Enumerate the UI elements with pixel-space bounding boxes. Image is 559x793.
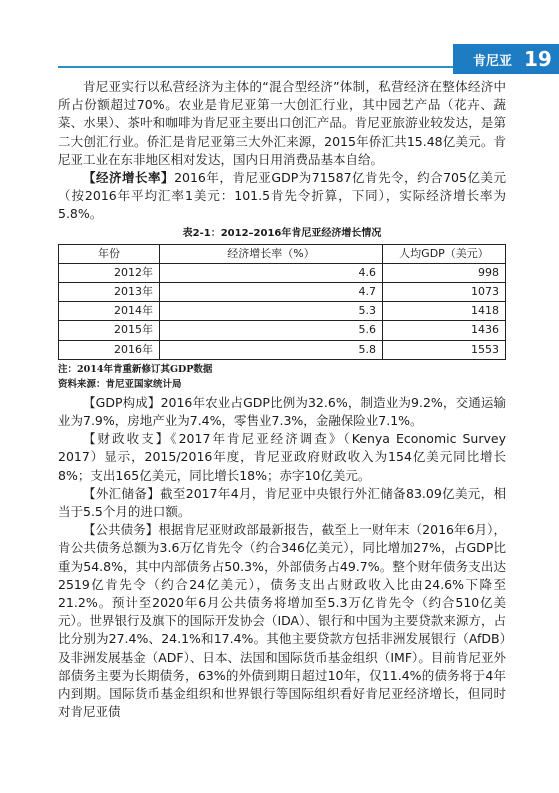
- table-header-growth: 经济增长率（%）: [160, 244, 383, 263]
- table-cell-gdp: 1553: [383, 340, 506, 359]
- paragraph-public-debt: [58, 521, 506, 721]
- growth-rate-label: 【经济增长率】: [83, 170, 175, 186]
- growth-table: [58, 244, 506, 360]
- table-notes: [58, 362, 506, 392]
- table-note: 注：2014年肯重新修订其GDP数据: [58, 363, 213, 375]
- paragraph-growth-rate: [58, 169, 506, 224]
- header-rule: [58, 66, 453, 68]
- gdp-text: 2016年农业占GDP比例为32.6%，制造业为9.2%，交通运输业为7.9%，房地产业为7.4%，零售业7.3%，金融保险业7.1%。: [58, 394, 506, 429]
- paragraph-forex: [58, 485, 506, 521]
- table-cell-growth: 5.8: [160, 340, 383, 359]
- main-content: [58, 78, 506, 722]
- paragraph-fiscal: [58, 430, 506, 485]
- table-header-gdp: 人均GDP（美元）: [383, 244, 506, 263]
- paragraph-economy-overview: 肯尼亚实行以私营经济为主体的“混合型经济”体制，私营经济在整体经济中所占份额超过70%。农业是肯尼亚第一大创汇行业，其中园艺产品（花卉、蔬菜、水果）、茶叶和咖啡为肯尼亚主要出口创汇产品。肯尼亚旅游业较发达，是第二大创汇行业。侨汇是肯尼亚第三大外汇来源，2015年侨汇共15.48亿美元。肯尼亚工业在东非地区相对发达，国内日用消费品基本自给。: [58, 79, 506, 167]
- table-header-year: 年份: [59, 244, 160, 263]
- table-cell-growth: 4.6: [160, 263, 383, 282]
- table-title: 表2-1：2012–2016年肯尼亚经济增长情况: [182, 227, 382, 239]
- table-cell-year: 2015年: [59, 321, 160, 340]
- header-tab: [453, 44, 559, 74]
- table-row: [59, 263, 506, 282]
- table-row: [59, 302, 506, 321]
- table-cell-year: 2014年: [59, 302, 160, 321]
- table-cell-year: 2012年: [59, 263, 160, 282]
- debt-label: 【公共债务】: [83, 522, 159, 538]
- table-cell-gdp: 1073: [383, 283, 506, 302]
- table-cell-gdp: 1418: [383, 302, 506, 321]
- paragraph-gdp-composition: [58, 394, 506, 430]
- header-country: 肯尼亚: [473, 53, 513, 69]
- fiscal-text: 《2017年肯尼亚经济调查》（Kenya Economic Survey 2017）显示，2015/2016年度，肯尼亚政府财政收入为154亿美元同比增长8%；支出165亿美元，同比增长18%；赤字10亿美元。: [58, 431, 506, 483]
- table-source: 资料来源：肯尼亚国家统计局: [58, 378, 182, 390]
- table-cell-gdp: 1436: [383, 321, 506, 340]
- page-number: 19: [524, 47, 552, 71]
- table-row: [59, 283, 506, 302]
- table-header-row: [59, 244, 506, 263]
- forex-text: 截至2017年4月，肯尼亚中央银行外汇储备83.09亿美元，相当于5.5个月的进口额。: [58, 485, 506, 520]
- table-cell-growth: 5.3: [160, 302, 383, 321]
- table-cell-year: 2016年: [59, 340, 160, 359]
- table-cell-gdp: 998: [383, 263, 506, 282]
- growth-rate-text: 2016年，肯尼亚GDP为71587亿肯先令，约合705亿美元（按2016年平均汇率1美元：101.5肯先令折算，下同），实际经济增长率为5.8%。: [58, 170, 506, 222]
- gdp-label: 【GDP构成】: [83, 394, 161, 410]
- table-cell-year: 2013年: [59, 283, 160, 302]
- debt-text: 根据肯尼亚财政部最新报告，截至上一财年末（2016年6月），肯公共债务总额为3.6万亿肯先令（约合346亿美元），同比增加27%，占GDP比重为54.8%，其中内部债务占50.3%，外部债务占49.7%。整个财年债务支出达2519亿肯先令（约合24亿美元），债务支出占财政收入比由24.6%下降至21.2%。预计至2020年6月公共债务将增加至5.3万亿肯先令（约合510亿美元）。世界银行及旗下的国际开发协会（IDA）、银行和中国为主要贷款来源方，占比分别为27.4%、24.1%和17.4%。其他主要贷款方包括非洲发展银行（AfDB）及非洲发展基金（ADF）、日本、法国和国际货币基金组织（IMF）。目前肯尼亚外部债务主要为长期债务，63%的外债到期日超过10年，仅11.4%的债务将于4年内到期。国际货币基金组织和世界银行等国际组织看好肯尼亚经济增长，但同时对肯尼亚债: [58, 522, 506, 720]
- table-row: [59, 340, 506, 359]
- fiscal-label: 【财政收支】: [83, 431, 171, 447]
- table-row: [59, 321, 506, 340]
- forex-label: 【外汇储备】: [83, 485, 161, 501]
- table-cell-growth: 5.6: [160, 321, 383, 340]
- table-cell-growth: 4.7: [160, 283, 383, 302]
- page-header: [0, 44, 559, 74]
